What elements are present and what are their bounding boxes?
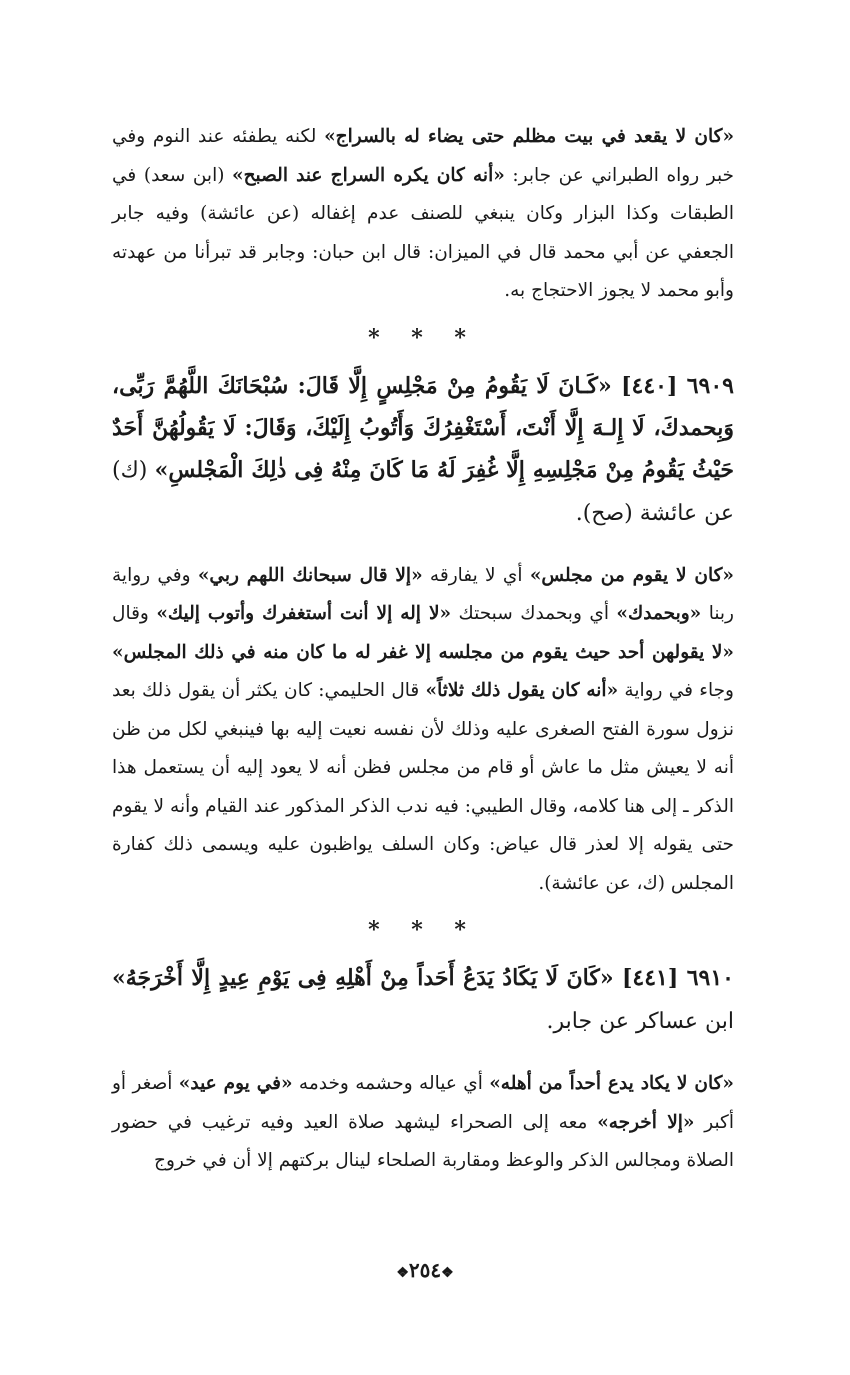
quoted-text: «كان لا يقوم من مجلس» <box>529 564 734 586</box>
quoted-text: «لا يقولهن أحد حيث يقوم من مجلسه إلا غفر له ما كان منه في ذلك المجلس» <box>112 641 734 663</box>
body-text: أي لا يفارقه <box>422 564 530 586</box>
quoted-text: «كان لا يكاد يدع أحداً من أهله» <box>489 1073 734 1094</box>
hadith-6909 <box>112 365 734 535</box>
body-text: قال الحليمي: كان يكثر أن يقول ذلك بعد نزول سورة الفتح الصغرى عليه وذلك لأن نفسه نعيت إليه بها فينبغي لكل من ظن أنه لا يعيش مثل ما عاش أو قام من مجلس فظن أنه لا يعود إليه أن يستعمل هذا الذكر ـ إلى هنا كلامه، وقال الطيبي: فيه ندب الذكر المذكور عند القيام وأنه لا يقوم حتى يقوله إلا لعذر قال عياض: وكان السلف يواظبون عليه ويسمى ذلك كفارة المجلس (ك، عن عائشة). <box>112 680 734 894</box>
body-text: وجاء في رواية <box>618 680 734 701</box>
hadith-reference: ابن عساكر عن جابر. <box>546 1009 734 1034</box>
quoted-text: «وبحمدك» <box>616 603 702 624</box>
body-text: معه إلى الصحراء ليشهد صلاة العيد وفيه ترغيب في حضور الصلاة ومجالس الذكر والوعظ ومقاربة الصلحاء لينال بركتهم إلا أن في خروج <box>112 1111 734 1171</box>
body-text: أصغر أو أكبر <box>112 1073 734 1133</box>
ornament-icon: ❖ <box>441 1265 454 1281</box>
section-separator: * * * <box>368 324 478 351</box>
ornament-icon: ❖ <box>396 1265 409 1281</box>
hadith-reference: (ك) عن عائشة (صح). <box>112 457 734 526</box>
quoted-text: «في يوم عيد» <box>178 1073 293 1094</box>
body-text: أي وبحمدك سبحتك <box>451 603 617 624</box>
quoted-text: «إلا قال سبحانك اللهم ربي» <box>197 564 423 586</box>
body-text: وفي رواية ربنا <box>112 564 734 624</box>
quoted-text: «أنه كان يكره السراج عند الصبح» <box>232 164 505 186</box>
quoted-text: «إلا أخرجه» <box>597 1111 695 1133</box>
commentary-paragraph-1 <box>112 118 734 311</box>
quoted-text: «أنه كان يقول ذلك ثلاثاً» <box>425 680 619 701</box>
quoted-text: «لا إله إلا أنت أستغفرك وأتوب إليك» <box>156 603 452 624</box>
body-text: لكنه يطفئه عند النوم وفي خبر رواه الطبراني عن جابر: <box>112 126 734 186</box>
hadith-number: ٦٩٠٩ [٤٤٠] <box>621 372 734 399</box>
hadith-number: ٦٩١٠ [٤٤١] <box>622 965 734 991</box>
hadith-6910 <box>112 957 734 1043</box>
page-body <box>112 118 734 1181</box>
section-separator: * * * <box>368 917 478 943</box>
hadith-text: «كَـانَ لَا يَقُومُ مِنْ مَجْلِسٍ إِلَّا قَالَ: سُبْحَانَكَ اللَّهُمَّ رَبِّى، وَبِحمدكَ، لَا إِلـهَ إِلَّا أَنْتَ، أَسْتَغْفِرُكَ وَأَتُوبُ إِلَيْكَ، وَقَالَ: لَا يَقُولُهُنَّ أَحَدٌ حَيْثُ يَقُومُ مِنْ مَجْلِسِهِ إِلَّا غُفِرَ لَهُ مَا كَانَ مِنْهُ فِى ذٰلِكَ الْمَجْلسِ» <box>112 372 735 483</box>
body-text: وقال <box>112 603 157 624</box>
hadith-text: «كَانَ لَا يَكَادُ يَدَعُ أَحَداً مِنْ أَهْلِهِ فِى يَوْمِ عِيدٍ إِلَّا أَخْرَجَهُ» <box>112 965 622 991</box>
body-text: أي عياله وحشمه وخدمه <box>292 1073 490 1094</box>
body-text: (ابن سعد) في الطبقات وكذا البزار وكان ينبغي للصنف عدم إغفاله (عن عائشة) وفيه جابر الجعفي عن أبي محمد قال في الميزان: قال ابن حبان: وجابر قد تبرأنا من عهدته وأبو محمد لا يجوز الاحتجاج به. <box>112 164 734 301</box>
quoted-text: «كان لا يقعد في بيت مظلم حتى يضاء له بالسراج» <box>324 126 735 147</box>
page-number: ٢٥٤ <box>408 1258 442 1282</box>
commentary-paragraph-3 <box>112 1065 734 1181</box>
commentary-paragraph-2 <box>112 557 734 904</box>
page-footer <box>0 1258 850 1282</box>
